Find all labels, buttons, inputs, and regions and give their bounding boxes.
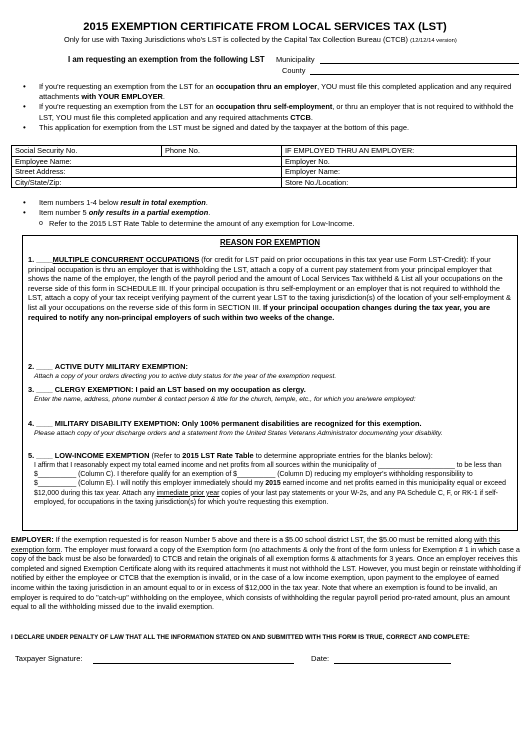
employee-name-cell[interactable]: Employee Name: bbox=[12, 156, 282, 167]
employer-no-cell[interactable]: Employer No. bbox=[282, 156, 517, 167]
employer-label: EMPLOYER: bbox=[11, 535, 54, 544]
city-state-zip-cell[interactable]: City/State/Zip: bbox=[12, 177, 282, 188]
municipality-field[interactable] bbox=[320, 54, 519, 64]
bullet-text: . bbox=[310, 112, 313, 122]
section-description: Enter the name, address, phone number & contact person & title for the church, temple, etc., for which you are/were employed: bbox=[34, 395, 416, 403]
employer-note bbox=[11, 535, 523, 612]
section-number[interactable]: 1. ____ bbox=[28, 255, 53, 264]
subtitle-text: Only for use with Taxing Jurisdictions who's LST is collected by the Capital Tax Collection Bureau (CTCB) bbox=[64, 35, 408, 44]
section-number[interactable]: 5. ____ bbox=[28, 451, 53, 460]
request-label: I am requesting an exemption from the following LST bbox=[68, 55, 265, 64]
taxpayer-signature-field[interactable] bbox=[93, 654, 294, 664]
date-label: Date: bbox=[311, 654, 330, 663]
county-label: County bbox=[282, 66, 306, 75]
personal-info-table bbox=[11, 145, 517, 188]
section-bold-text: If your principal occupation changes during the tax year, you are required to notify any non-principal employers of such within two weeks of the change. bbox=[28, 302, 491, 322]
section-ref: (Refer to bbox=[149, 451, 183, 460]
bullet-text: . bbox=[162, 92, 165, 102]
taxpayer-signature-label: Taxpayer Signature: bbox=[15, 654, 83, 663]
employer-text: . The employer must forward a copy of the Exemption form (no attachments & only the front of the form unless for Exemption # 1 in which case a copy of the back must be also be forwarded) to CTCB and retain the originals of all exemption forms & attachments for 3 years. Once an employer receives this completed and signed Exemption Certificate along with its required attachments it must not withhold the LST. However, you must begin or reinstate withholding if notified by either the employee or CTCB that the exemption is invalid, or in the case of a low income exemption, upon payment to the employee of earned income within the taxing jurisdiction in an amount equal to or in excess of $12,000 in the tax year. Note that where an exemption is found to be invalid, an employer is required to do "catch-up" withholding on the employee, which consists of withholding the regular payroll period pro-rated amount, plus an amount equal to all the withholding missed due to the invalid exemption. bbox=[11, 544, 521, 612]
list-item bbox=[20, 219, 520, 229]
section-number[interactable]: 4. ____ bbox=[28, 419, 53, 428]
form-subtitle bbox=[64, 35, 457, 44]
section-number[interactable]: 3. ____ bbox=[28, 385, 53, 394]
ssn-cell[interactable]: Social Security No. bbox=[12, 146, 162, 157]
section-description: Attach a copy of your orders directing you to active duty status for the year of the exemption request. bbox=[34, 372, 337, 380]
section-clergy bbox=[28, 385, 514, 404]
section-low-income bbox=[28, 451, 514, 508]
bullet-text: If you're requesting an exemption from the LST for an bbox=[39, 102, 216, 112]
bullet-signature-required bbox=[20, 123, 526, 133]
bullet-bold: occupation thru an employer bbox=[215, 82, 318, 91]
section-underline: immediate prior year bbox=[156, 489, 220, 497]
declaration: I DECLARE UNDER PENALTY OF LAW THAT ALL THE INFORMATION STATED ON AND SUBMITTED WITH THIS FORM IS TRUE, CORRECT AND COMPLETE: bbox=[11, 634, 470, 641]
bullet-bold: with YOUR EMPLOYER bbox=[81, 92, 163, 102]
street-address-cell[interactable]: Street Address: bbox=[12, 167, 282, 178]
section-number[interactable]: 2. ____ bbox=[28, 362, 53, 371]
store-location-cell[interactable]: Store No./Location: bbox=[282, 177, 517, 188]
bullet-text: This application for exemption from the LST must be signed and dated by the taxpayer at the bottom of this page. bbox=[39, 122, 410, 132]
date-field[interactable] bbox=[334, 654, 451, 664]
list-item bbox=[20, 198, 520, 208]
item-emphasis: only results in a partial exemption bbox=[88, 208, 209, 218]
section-year: 2015 bbox=[265, 480, 281, 488]
items-note bbox=[20, 198, 520, 229]
table-row bbox=[12, 167, 517, 178]
form-title: 2015 EXEMPTION CERTIFICATE FROM LOCAL SERVICES TAX (LST) bbox=[83, 21, 447, 33]
item-text: Refer to the 2015 LST Rate Table to determine the amount of any exemption for Low-Income. bbox=[49, 218, 355, 228]
table-row bbox=[12, 177, 517, 188]
section-text: copies of your last pay statements or your W-2s, and any PA Schedule C, F, or RK-1 if self-employed, for occupations in the taxing jurisdiction(s) for which you're requesting this exemption. bbox=[34, 489, 498, 507]
rate-table-ref: 2015 LST Rate Table bbox=[182, 451, 254, 460]
bullet-employer bbox=[20, 82, 526, 102]
employer-name-cell[interactable]: Employer Name: bbox=[282, 167, 517, 178]
phone-cell[interactable]: Phone No. bbox=[162, 146, 282, 157]
bullet-text: If you're requesting an exemption from the LST for an bbox=[39, 82, 216, 91]
section-title: MILITARY DISABILITY EXEMPTION: Only 100% permanent disabilities are recognized for this exemption. bbox=[54, 419, 422, 428]
intro-bullets bbox=[20, 82, 526, 133]
bullet-text: , or thru an employer that is not required to withhold the LST, YOU must file this completed application and any required attachments bbox=[39, 102, 514, 122]
section-military-disability bbox=[28, 419, 514, 438]
version-label: (12/12/14 version) bbox=[410, 38, 457, 44]
item-text: . bbox=[208, 208, 211, 218]
section-active-duty bbox=[28, 362, 514, 381]
table-row bbox=[12, 156, 517, 167]
item-emphasis: result in total exemption bbox=[120, 198, 206, 207]
section-ref: to determine appropriate entries for the blanks below): bbox=[253, 451, 433, 460]
table-row bbox=[12, 146, 517, 157]
section-title: ACTIVE DUTY MILITARY EXEMPTION: bbox=[54, 362, 188, 371]
bullet-text: , YOU must file this completed application and any required attachments bbox=[39, 82, 512, 102]
section-text: (for credit for LST paid on prior occupations in this tax year use Form LST-Credit): If your principal occupation is thru an employer that is withholding the LST, attach a copy of a current pay statement from your principal employer that shows the name of the employer, the length of the payroll period and the amount of Local Services Tax withheld & List all your occupations on the reverse side of this form in SCHEDULE III. If your principal occupation is thru self-employment or an employer that is not required to withhold the LST, attach a copy of your tax receipt verifying payment of the current year LST to the taxing jurisdiction(s) of the location of your self-employment & list all your occupations on the reverse side of this form in SECTION III. bbox=[28, 255, 511, 312]
section-description: Please attach copy of your discharge orders and a statement from the United States Veterans Administrator documenting your disability. bbox=[34, 429, 443, 437]
item-text: . bbox=[205, 198, 208, 207]
section-title: MULTIPLE CONCURRENT OCCUPATIONS bbox=[52, 255, 200, 264]
employer-underline: with this exemption form bbox=[11, 535, 501, 554]
municipality-label: Municipality bbox=[276, 55, 315, 64]
bullet-self-employment bbox=[20, 102, 526, 122]
section-text: earned income and net profits earned in this municipality equal or exceed $12,000 during this tax year. Attach any bbox=[34, 480, 506, 497]
county-field[interactable] bbox=[310, 65, 519, 75]
bullet-bold: occupation thru self-employment bbox=[215, 102, 333, 112]
bullet-bold: CTCB bbox=[290, 112, 311, 122]
item-text: Item numbers 1-4 below bbox=[39, 198, 121, 207]
employer-text: If the exemption requested is for reason Number 5 above and there is a $5.00 school district LST, the $5.00 must be remitted along bbox=[53, 535, 475, 544]
section-title: CLERGY EXEMPTION: I paid an LST based on my occupation as clergy. bbox=[54, 385, 306, 394]
section-multiple-occupations bbox=[28, 255, 514, 322]
list-item bbox=[20, 208, 520, 218]
employer-heading-cell: IF EMPLOYED THRU AN EMPLOYER: bbox=[282, 146, 517, 157]
item-text: Item number 5 bbox=[39, 208, 89, 218]
section-title: LOW-INCOME EXEMPTION bbox=[54, 451, 150, 460]
section-text: I affirm that I reasonably expect my total earned income and net profits from all sources within the municipality of ____________________ to be less than $__________ (Column C). I therefore qualify for an exemption of $__________ (Column D) reducing my employer's withholding responsibility to $__________ (Column E). I will notify this employer immediately should my bbox=[34, 461, 502, 488]
section-body bbox=[28, 461, 514, 508]
reason-heading: REASON FOR EXEMPTION bbox=[219, 238, 321, 247]
